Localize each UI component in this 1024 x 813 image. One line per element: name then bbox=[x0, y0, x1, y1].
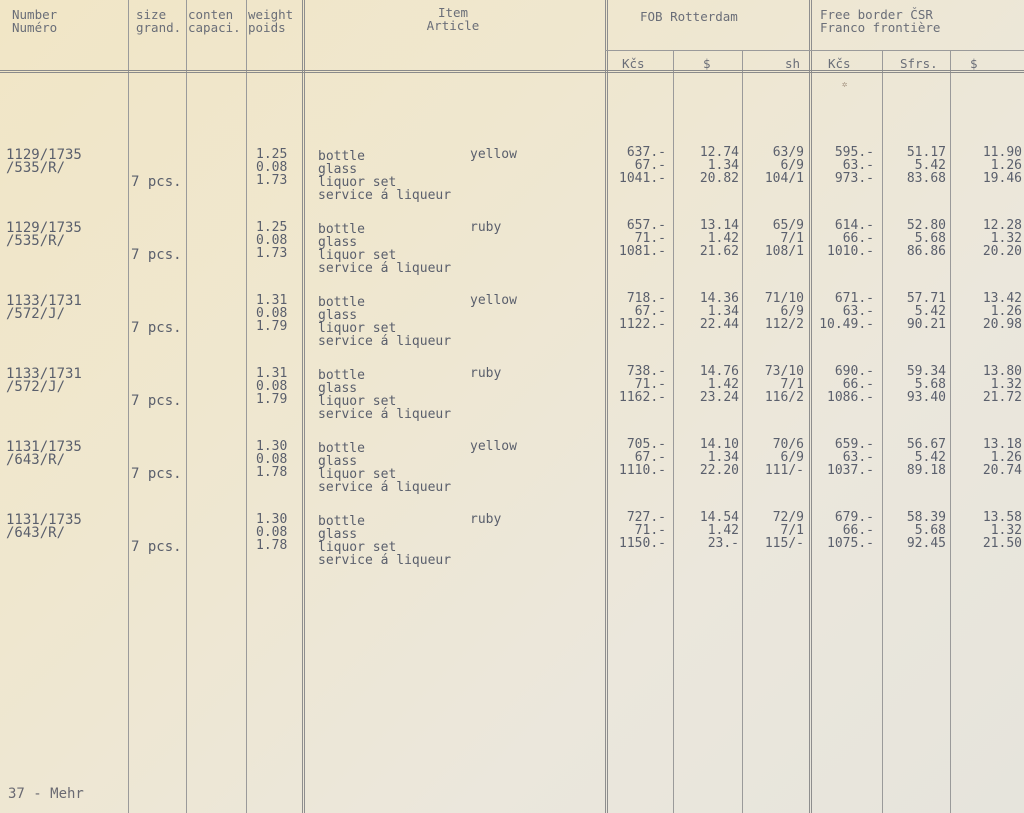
price-dollar-fob: 14.76 bbox=[699, 364, 739, 379]
subheader-dollar: $ bbox=[703, 56, 711, 71]
price-dollar-fob: 23.- bbox=[707, 536, 739, 551]
item-number-suffix: /572/J/ bbox=[6, 379, 66, 395]
price-shilling-fob: 71/10 bbox=[764, 291, 804, 306]
price-sfrs-free-border: 5.42 bbox=[914, 304, 946, 319]
column-divider bbox=[882, 50, 883, 813]
weight-value: 1.31 bbox=[256, 293, 288, 308]
price-dollar-fob: 13.14 bbox=[699, 218, 739, 233]
price-dollar-free-border: 19.46 bbox=[982, 171, 1022, 186]
price-kcs-fob: 71.- bbox=[634, 523, 666, 538]
subheader-sh: sh bbox=[785, 56, 801, 71]
weight-value: 1.79 bbox=[256, 319, 288, 334]
ink-mark: ✲ bbox=[842, 80, 848, 90]
price-dollar-free-border: 13.42 bbox=[982, 291, 1022, 306]
price-shilling-fob: 6/9 bbox=[780, 158, 804, 173]
price-kcs-fob: 637.- bbox=[626, 145, 666, 160]
price-sfrs-free-border: 92.45 bbox=[906, 536, 946, 551]
weight-value: 0.08 bbox=[256, 160, 288, 175]
price-sfrs-free-border: 89.18 bbox=[906, 463, 946, 478]
price-dollar-fob: 1.42 bbox=[707, 377, 739, 392]
price-kcs-free-border: 1075.- bbox=[827, 536, 874, 551]
item-description: bottle bbox=[318, 222, 365, 237]
subheader-sfrs: Sfrs. bbox=[900, 56, 938, 71]
subheader-kcs: Kčs bbox=[622, 56, 645, 71]
column-divider bbox=[186, 0, 187, 813]
price-sfrs-free-border: 57.71 bbox=[906, 291, 946, 306]
item-color: ruby bbox=[470, 512, 502, 527]
item-description: service á liqueur bbox=[318, 407, 452, 422]
item-number: 1133/1731 bbox=[6, 293, 82, 309]
price-kcs-free-border: 63.- bbox=[842, 158, 874, 173]
weight-value: 0.08 bbox=[256, 379, 288, 394]
price-sfrs-free-border: 90.21 bbox=[906, 317, 946, 332]
weight-value: 1.25 bbox=[256, 147, 288, 162]
price-shilling-fob: 112/2 bbox=[764, 317, 804, 332]
pieces-count: 7 pcs. bbox=[131, 174, 182, 190]
price-dollar-free-border: 20.74 bbox=[982, 463, 1022, 478]
price-sfrs-free-border: 93.40 bbox=[906, 390, 946, 405]
item-description: service á liqueur bbox=[318, 334, 452, 349]
item-color: yellow bbox=[470, 439, 517, 454]
subheader-kcs: Kčs bbox=[828, 56, 851, 71]
subheader-dollar: $ bbox=[970, 56, 978, 71]
item-description: service á liqueur bbox=[318, 553, 452, 568]
weight-value: 1.30 bbox=[256, 439, 288, 454]
price-kcs-free-border: 66.- bbox=[842, 523, 874, 538]
header-weight: weight poids bbox=[248, 7, 294, 35]
item-description: liquor set bbox=[318, 175, 397, 190]
price-kcs-fob: 67.- bbox=[634, 450, 666, 465]
price-kcs-free-border: 63.- bbox=[842, 450, 874, 465]
price-dollar-fob: 22.44 bbox=[699, 317, 739, 332]
item-number-suffix: /643/R/ bbox=[6, 525, 66, 541]
price-dollar-free-border: 1.26 bbox=[990, 304, 1022, 319]
price-dollar-free-border: 11.90 bbox=[982, 145, 1022, 160]
price-kcs-fob: 1162.- bbox=[619, 390, 666, 405]
price-shilling-fob: 111/- bbox=[764, 463, 804, 478]
price-sfrs-free-border: 5.68 bbox=[914, 523, 946, 538]
price-kcs-fob: 71.- bbox=[634, 231, 666, 246]
item-description: bottle bbox=[318, 149, 365, 164]
price-kcs-free-border: 659.- bbox=[834, 437, 874, 452]
item-description: bottle bbox=[318, 368, 365, 383]
item-description: glass bbox=[318, 454, 358, 469]
price-kcs-fob: 705.- bbox=[626, 437, 666, 452]
price-dollar-free-border: 20.98 bbox=[982, 317, 1022, 332]
item-description: glass bbox=[318, 235, 358, 250]
header-free-border: Free border ČSR Franco frontière bbox=[820, 7, 941, 35]
header-bottom-rule bbox=[0, 70, 1024, 73]
price-kcs-free-border: 10.49.- bbox=[819, 317, 874, 332]
item-number: 1129/1735 bbox=[6, 147, 82, 163]
item-number: 1133/1731 bbox=[6, 366, 82, 382]
weight-value: 1.78 bbox=[256, 538, 288, 553]
item-description: glass bbox=[318, 308, 358, 323]
item-color: ruby bbox=[470, 366, 502, 381]
price-shilling-fob: 7/1 bbox=[780, 377, 804, 392]
header-fob-rotterdam: FOB Rotterdam bbox=[640, 9, 738, 24]
item-number: 1129/1735 bbox=[6, 220, 82, 236]
price-sfrs-free-border: 5.42 bbox=[914, 158, 946, 173]
price-dollar-fob: 21.62 bbox=[699, 244, 739, 259]
price-sfrs-free-border: 58.39 bbox=[906, 510, 946, 525]
weight-value: 1.30 bbox=[256, 512, 288, 527]
price-shilling-fob: 115/- bbox=[764, 536, 804, 551]
price-dollar-free-border: 13.18 bbox=[982, 437, 1022, 452]
price-kcs-fob: 71.- bbox=[634, 377, 666, 392]
weight-value: 1.25 bbox=[256, 220, 288, 235]
price-shilling-fob: 7/1 bbox=[780, 231, 804, 246]
price-sfrs-free-border: 51.17 bbox=[906, 145, 946, 160]
price-shilling-fob: 73/10 bbox=[764, 364, 804, 379]
price-shilling-fob: 7/1 bbox=[780, 523, 804, 538]
page-footer: 37 - Mehr bbox=[8, 786, 84, 802]
weight-value: 0.08 bbox=[256, 233, 288, 248]
item-color: yellow bbox=[470, 147, 517, 162]
item-description: liquor set bbox=[318, 394, 397, 409]
item-number-suffix: /572/J/ bbox=[6, 306, 66, 322]
price-kcs-free-border: 973.- bbox=[834, 171, 874, 186]
price-kcs-fob: 67.- bbox=[634, 304, 666, 319]
weight-value: 1.79 bbox=[256, 392, 288, 407]
price-dollar-free-border: 21.72 bbox=[982, 390, 1022, 405]
price-dollar-free-border: 21.50 bbox=[982, 536, 1022, 551]
price-kcs-free-border: 614.- bbox=[834, 218, 874, 233]
item-description: glass bbox=[318, 527, 358, 542]
price-kcs-fob: 718.- bbox=[626, 291, 666, 306]
price-sfrs-free-border: 5.68 bbox=[914, 377, 946, 392]
price-kcs-fob: 1081.- bbox=[619, 244, 666, 259]
price-shilling-fob: 72/9 bbox=[772, 510, 804, 525]
pieces-count: 7 pcs. bbox=[131, 320, 182, 336]
price-dollar-fob: 20.82 bbox=[699, 171, 739, 186]
price-kcs-fob: 657.- bbox=[626, 218, 666, 233]
item-description: bottle bbox=[318, 295, 365, 310]
item-number: 1131/1735 bbox=[6, 439, 82, 455]
column-divider bbox=[128, 0, 129, 813]
price-dollar-fob: 23.24 bbox=[699, 390, 739, 405]
price-kcs-free-border: 1010.- bbox=[827, 244, 874, 259]
price-sfrs-free-border: 83.68 bbox=[906, 171, 946, 186]
column-divider bbox=[950, 50, 951, 813]
price-dollar-free-border: 20.20 bbox=[982, 244, 1022, 259]
price-dollar-fob: 1.34 bbox=[707, 158, 739, 173]
column-divider bbox=[246, 0, 247, 813]
price-dollar-fob: 14.10 bbox=[699, 437, 739, 452]
header-sub-rule bbox=[605, 50, 1024, 51]
price-dollar-free-border: 1.32 bbox=[990, 377, 1022, 392]
price-kcs-free-border: 679.- bbox=[834, 510, 874, 525]
item-description: glass bbox=[318, 381, 358, 396]
price-dollar-fob: 14.36 bbox=[699, 291, 739, 306]
header-size: size grand. bbox=[136, 7, 182, 35]
item-number-suffix: /643/R/ bbox=[6, 452, 66, 468]
column-divider bbox=[742, 50, 743, 813]
price-dollar-free-border: 12.28 bbox=[982, 218, 1022, 233]
item-description: liquor set bbox=[318, 540, 397, 555]
price-sfrs-free-border: 52.80 bbox=[906, 218, 946, 233]
weight-value: 0.08 bbox=[256, 525, 288, 540]
price-dollar-fob: 14.54 bbox=[699, 510, 739, 525]
item-number-suffix: /535/R/ bbox=[6, 233, 66, 249]
item-number: 1131/1735 bbox=[6, 512, 82, 528]
weight-value: 1.78 bbox=[256, 465, 288, 480]
pieces-count: 7 pcs. bbox=[131, 393, 182, 409]
price-kcs-fob: 738.- bbox=[626, 364, 666, 379]
item-description: service á liqueur bbox=[318, 188, 452, 203]
weight-value: 1.73 bbox=[256, 173, 288, 188]
item-number-suffix: /535/R/ bbox=[6, 160, 66, 176]
price-shilling-fob: 6/9 bbox=[780, 304, 804, 319]
header-item: Item Article bbox=[426, 5, 480, 33]
item-description: bottle bbox=[318, 514, 365, 529]
price-dollar-free-border: 13.80 bbox=[982, 364, 1022, 379]
price-sfrs-free-border: 5.68 bbox=[914, 231, 946, 246]
price-dollar-fob: 1.42 bbox=[707, 231, 739, 246]
item-color: ruby bbox=[470, 220, 502, 235]
weight-value: 0.08 bbox=[256, 306, 288, 321]
item-description: bottle bbox=[318, 441, 365, 456]
price-shilling-fob: 6/9 bbox=[780, 450, 804, 465]
header-number: Number Numéro bbox=[12, 7, 58, 35]
weight-value: 0.08 bbox=[256, 452, 288, 467]
price-dollar-free-border: 13.58 bbox=[982, 510, 1022, 525]
price-sfrs-free-border: 86.86 bbox=[906, 244, 946, 259]
price-shilling-fob: 108/1 bbox=[764, 244, 804, 259]
price-kcs-fob: 1122.- bbox=[619, 317, 666, 332]
price-shilling-fob: 116/2 bbox=[764, 390, 804, 405]
item-description: glass bbox=[318, 162, 358, 177]
price-shilling-fob: 65/9 bbox=[772, 218, 804, 233]
item-description: service á liqueur bbox=[318, 261, 452, 276]
item-description: liquor set bbox=[318, 321, 397, 336]
column-divider bbox=[673, 50, 674, 813]
price-shilling-fob: 104/1 bbox=[764, 171, 804, 186]
price-dollar-free-border: 1.26 bbox=[990, 158, 1022, 173]
price-kcs-free-border: 1037.- bbox=[827, 463, 874, 478]
item-description: service á liqueur bbox=[318, 480, 452, 495]
price-kcs-free-border: 671.- bbox=[834, 291, 874, 306]
price-shilling-fob: 70/6 bbox=[772, 437, 804, 452]
price-kcs-free-border: 690.- bbox=[834, 364, 874, 379]
pieces-count: 7 pcs. bbox=[131, 466, 182, 482]
price-kcs-free-border: 595.- bbox=[834, 145, 874, 160]
price-kcs-fob: 1150.- bbox=[619, 536, 666, 551]
price-dollar-fob: 1.42 bbox=[707, 523, 739, 538]
price-kcs-fob: 67.- bbox=[634, 158, 666, 173]
price-kcs-free-border: 1086.- bbox=[827, 390, 874, 405]
price-dollar-fob: 1.34 bbox=[707, 450, 739, 465]
price-dollar-fob: 22.20 bbox=[699, 463, 739, 478]
item-description: liquor set bbox=[318, 467, 397, 482]
price-dollar-free-border: 1.26 bbox=[990, 450, 1022, 465]
price-kcs-free-border: 63.- bbox=[842, 304, 874, 319]
header-content: conten capaci. bbox=[188, 7, 241, 35]
weight-value: 1.31 bbox=[256, 366, 288, 381]
column-divider bbox=[605, 0, 608, 813]
pieces-count: 7 pcs. bbox=[131, 539, 182, 555]
price-kcs-free-border: 66.- bbox=[842, 377, 874, 392]
column-divider bbox=[809, 0, 812, 813]
price-kcs-fob: 1041.- bbox=[619, 171, 666, 186]
price-sfrs-free-border: 56.67 bbox=[906, 437, 946, 452]
item-color: yellow bbox=[470, 293, 517, 308]
price-kcs-free-border: 66.- bbox=[842, 231, 874, 246]
item-description: liquor set bbox=[318, 248, 397, 263]
pieces-count: 7 pcs. bbox=[131, 247, 182, 263]
column-divider bbox=[302, 0, 305, 813]
price-kcs-fob: 727.- bbox=[626, 510, 666, 525]
weight-value: 1.73 bbox=[256, 246, 288, 261]
price-dollar-free-border: 1.32 bbox=[990, 523, 1022, 538]
price-sfrs-free-border: 5.42 bbox=[914, 450, 946, 465]
price-sfrs-free-border: 59.34 bbox=[906, 364, 946, 379]
price-shilling-fob: 63/9 bbox=[772, 145, 804, 160]
price-kcs-fob: 1110.- bbox=[619, 463, 666, 478]
price-dollar-fob: 1.34 bbox=[707, 304, 739, 319]
price-dollar-fob: 12.74 bbox=[699, 145, 739, 160]
price-dollar-free-border: 1.32 bbox=[990, 231, 1022, 246]
